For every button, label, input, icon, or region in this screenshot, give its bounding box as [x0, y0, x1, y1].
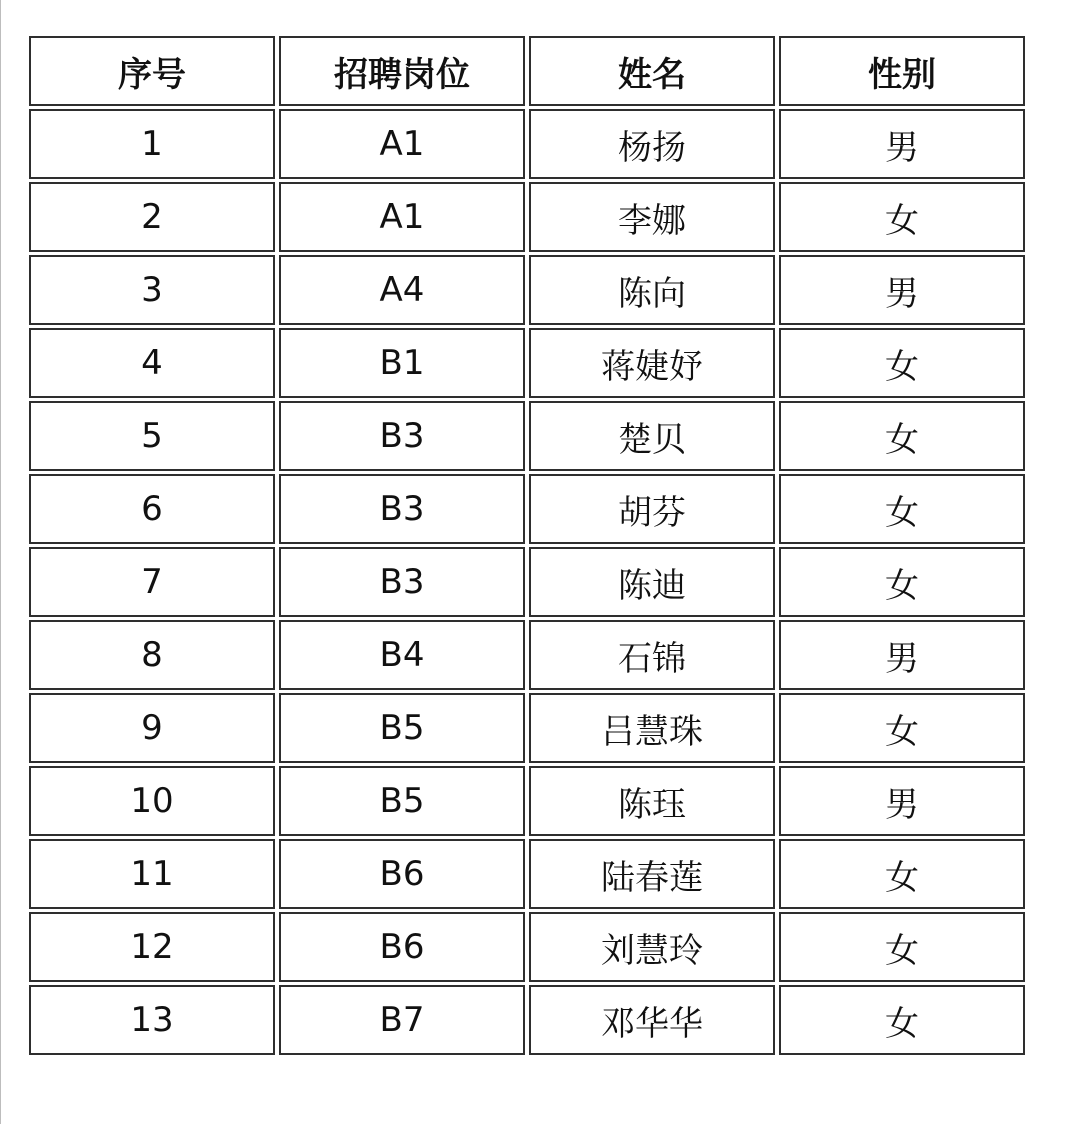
- cell-index: 13: [29, 985, 275, 1055]
- table-row: [29, 401, 1025, 471]
- table-row: [29, 328, 1025, 398]
- table-body: [29, 109, 1025, 1055]
- cell-gender: 女: [779, 839, 1025, 909]
- cell-index: 5: [29, 401, 275, 471]
- cell-gender: 女: [779, 985, 1025, 1055]
- table-row: [29, 547, 1025, 617]
- cell-index: 4: [29, 328, 275, 398]
- table-row: [29, 912, 1025, 982]
- cell-index: 12: [29, 912, 275, 982]
- table-header-row: [29, 36, 1025, 106]
- cell-position: B3: [279, 401, 525, 471]
- cell-gender: 男: [779, 766, 1025, 836]
- cell-gender: 女: [779, 474, 1025, 544]
- table-row: [29, 620, 1025, 690]
- cell-name: 吕慧珠: [529, 693, 775, 763]
- table-row: [29, 839, 1025, 909]
- cell-gender: 女: [779, 182, 1025, 252]
- cell-position: B3: [279, 547, 525, 617]
- cell-position: B4: [279, 620, 525, 690]
- cell-position: A1: [279, 109, 525, 179]
- cell-name: 刘慧玲: [529, 912, 775, 982]
- cell-position: A4: [279, 255, 525, 325]
- cell-position: B7: [279, 985, 525, 1055]
- cell-index: 6: [29, 474, 275, 544]
- cell-name: 蒋婕妤: [529, 328, 775, 398]
- cell-position: B5: [279, 766, 525, 836]
- header-index: 序号: [29, 36, 275, 106]
- cell-name: 邓华华: [529, 985, 775, 1055]
- cell-gender: 男: [779, 620, 1025, 690]
- cell-position: B6: [279, 839, 525, 909]
- table-container: [29, 36, 1029, 1058]
- cell-name: 李娜: [529, 182, 775, 252]
- cell-gender: 男: [779, 255, 1025, 325]
- table-row: [29, 182, 1025, 252]
- cell-name: 陈迪: [529, 547, 775, 617]
- page-left-border: [0, 0, 1, 1124]
- table-row: [29, 474, 1025, 544]
- header-position: 招聘岗位: [279, 36, 525, 106]
- cell-position: B6: [279, 912, 525, 982]
- cell-index: 7: [29, 547, 275, 617]
- table-row: [29, 985, 1025, 1055]
- table-row: [29, 255, 1025, 325]
- cell-position: A1: [279, 182, 525, 252]
- cell-name: 陈向: [529, 255, 775, 325]
- recruitment-table: [25, 33, 1029, 1058]
- cell-gender: 女: [779, 693, 1025, 763]
- cell-index: 9: [29, 693, 275, 763]
- cell-index: 10: [29, 766, 275, 836]
- cell-gender: 女: [779, 912, 1025, 982]
- cell-index: 8: [29, 620, 275, 690]
- cell-position: B5: [279, 693, 525, 763]
- cell-position: B1: [279, 328, 525, 398]
- cell-gender: 男: [779, 109, 1025, 179]
- cell-index: 3: [29, 255, 275, 325]
- cell-index: 1: [29, 109, 275, 179]
- cell-name: 陆春莲: [529, 839, 775, 909]
- cell-name: 陈珏: [529, 766, 775, 836]
- cell-gender: 女: [779, 328, 1025, 398]
- cell-gender: 女: [779, 401, 1025, 471]
- cell-index: 11: [29, 839, 275, 909]
- table-row: [29, 109, 1025, 179]
- header-name: 姓名: [529, 36, 775, 106]
- header-gender: 性别: [779, 36, 1025, 106]
- table-row: [29, 693, 1025, 763]
- cell-name: 楚贝: [529, 401, 775, 471]
- cell-name: 石锦: [529, 620, 775, 690]
- table-row: [29, 766, 1025, 836]
- cell-gender: 女: [779, 547, 1025, 617]
- cell-name: 杨扬: [529, 109, 775, 179]
- cell-position: B3: [279, 474, 525, 544]
- cell-name: 胡芬: [529, 474, 775, 544]
- cell-index: 2: [29, 182, 275, 252]
